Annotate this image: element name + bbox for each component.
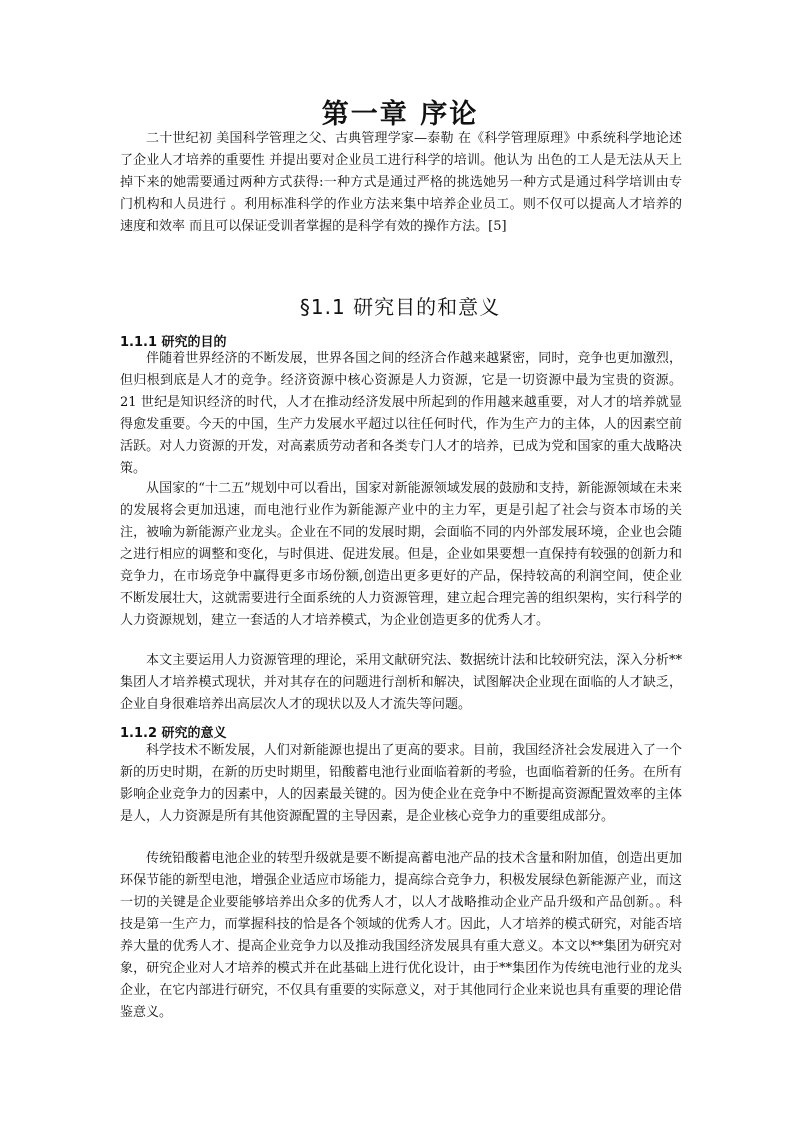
chapter-intro-paragraph: 二十世纪初 美国科学管理之父、古典管理学家—泰勒 在《科学管理原理》中系统科学地论述了企业人才培养的重要性 并提出要对企业员工进行科学的培训。他认为 出色的工人是无法从天上掉下来的她需要通过两种方式获得:一种方式是通过严格的挑选她另一种方式是通过科学培训由专门机构和人员进行 。利用标准科学的作业方法来集中培养企业员工。则不仅可以提高人才培养的速度和效率 而且可以保证受训者掌握的是科学有效的操作方法。[5]	[120, 131, 682, 234]
purpose-paragraph-3: 本文主要运用人力资源管理的理论，采用文献研究法、数据统计法和比较研究法，深入分析**集团人才培养模式现状，并对其存在的问题进行剖析和解决，试图解决企业现在面临的人才缺乏，企业自身很难培养出高层次人才的现状以及人才流失等问题。	[120, 653, 682, 712]
section-title: §1.1 研究目的和意义	[299, 295, 501, 319]
purpose-paragraph-1: 伴随着世界经济的不断发展，世界各国之间的经济合作越来越紧密，同时，竞争也更加激烈，但归根到底是人才的竞争。经济资源中核心资源是人力资源，它是一切资源中最为宝贵的资源。21 世纪是知识经济的时代，人才在推动经济发展中所起到的作用越来越重要，对人才的培养就显得愈发重要。今天的中国，生产力发展水平超过以往任何时代，作为生产力的主体，人的因素空前活跃。对人力资源的开发，对高素质劳动者和各类专门人才的培养，已成为党和国家的重大战略决策。	[120, 351, 682, 476]
purpose-paragraph-2: 从国家的“十二五”规划中可以看出，国家对新能源领域发展的鼓励和支持，新能源领域在未来的发展将会更加迅速，而电池行业作为新能源产业中的主力军，更是引起了社会与资本市场的关注，被喻为新能源产业龙头。企业在不同的发展时期，会面临不同的内外部发展环境，企业也会随之进行相应的调整和变化，与时俱进、促进发展。但是，企业如果要想一直保持有较强的创新力和竞争力，在市场竞争中赢得更多市场份额,创造出更多更好的产品，保持较高的利润空间，使企业不断发展壮大，这就需要进行全面系统的人力资源管理，建立起合理完善的组织架构，实行科学的人力资源规划，建立一套适的人才培养模式，为企业创造更多的优秀人才。	[120, 481, 682, 628]
significance-paragraph-2: 传统铅酸蓄电池企业的转型升级就是要不断提高蓄电池产品的技术含量和附加值，创造出更加环保节能的新型电池，增强企业适应市场能力，提高综合竞争力，积极发展绿色新能源产业，而这一切的关键是企业要能够培养出众多的优秀人才，以人才战略推动企业产品升级和产品创新。。科技是第一生产力，而掌握科技的恰是各个领域的优秀人才。因此，人才培养的模式研究，对能否培养大量的优秀人才、提高企业竞争力以及推动我国经济发展具有重大意义。本文以**集团为研究对象，研究企业对人才培养的模式并在此基础上进行优化设计，由于**集团作为传统电池行业的龙头企业，在它内部进行研究，不仅具有重要的实际意义，对于其他同行企业来说也具有重要的理论借鉴意义。	[120, 851, 682, 1020]
significance-paragraph-1: 科学技术不断发展，人们对新能源也提出了更高的要求。目前，我国经济社会发展进入了一个新的历史时期，在新的历史时期里，铅酸蓄电池行业面临着新的考验，也面临着新的任务。在所有影响企业竞争力的因素中，人的因素最关键的。因为使企业在竞争中不断提高资源配置效率的主体是人，人力资源是所有其他资源配置的主导因素，是企业核心竞争力的重要组成部分。	[120, 743, 682, 824]
subsection-title-purpose: 1.1.1 研究的目的	[120, 335, 227, 350]
subsection-title-significance: 1.1.2 研究的意义	[120, 726, 227, 741]
chapter-title: 第一章 序论	[321, 99, 479, 130]
